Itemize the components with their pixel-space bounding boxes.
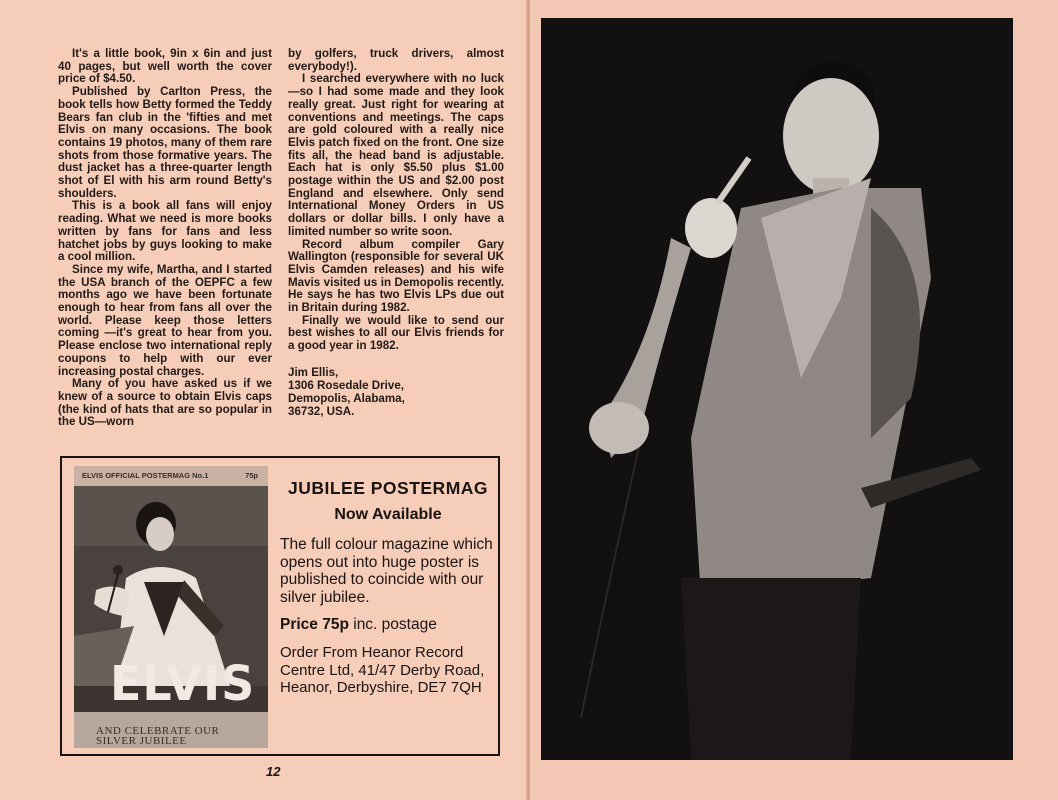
cover-caption-line: AND CELEBRATE OUR xyxy=(96,725,220,737)
advert-order-address: Order From Heanor Record Centre Ltd, 41/47 Derby Road, Heanor, Derbyshire, DE7 7QH xyxy=(280,644,485,696)
paragraph: I searched everywhere with no luck—so I had some made and they look really great. Just right for wearing at conventions and meetings. The caps are gold coloured with a really nice Elvis patch fixed on the front. One size fits all, the head band is adjustable. Each hat is only $5.50 plus $1.00 postage within the US and $2.00 post England and elsewhere. Only send International Money Orders in US dollars or dollar bills. I only have a limited number so write soon. xyxy=(288,72,504,238)
paragraph: Many of you have asked us if we knew of a source to obtain Elvis caps (the kind of hats that are so popular in the US—worn xyxy=(58,377,272,429)
author-signature xyxy=(288,366,504,418)
paragraph: Since my wife, Martha, and I started the USA branch of the OEPFC a few months ago we have been fortunate enough to hear from fans all over the world. Please keep those letters coming —it's great to hear from you. Please enclose two international reply coupons to help with our ever increasing postal charges. xyxy=(58,262,272,378)
advert-price-amount: Price 75p xyxy=(280,616,349,633)
advert-price-note: inc. postage xyxy=(348,616,437,633)
signature-line: Demopolis, Alabama, xyxy=(288,391,405,405)
signature-line: 36732, USA. xyxy=(288,404,355,418)
cover-elvis-logo: ELVIS xyxy=(110,654,256,712)
postermag-advert xyxy=(60,456,500,756)
paragraph: Finally we would like to send our best wishes to all our Elvis friends for a good year in 1982. xyxy=(288,313,504,353)
postermag-cover-image xyxy=(74,466,268,748)
paragraph: by golfers, truck drivers, almost everybody!). xyxy=(288,47,504,73)
signature-line: Jim Ellis, xyxy=(288,365,339,379)
advert-title: JUBILEE POSTERMAG xyxy=(287,478,489,498)
advert-text xyxy=(280,478,496,697)
paragraph: It's a little book, 9in x 6in and just 40 pages, but well worth the cover price of $4.50. xyxy=(58,47,272,86)
cover-header xyxy=(74,466,268,486)
signature-line: 1306 Rosedale Drive, xyxy=(288,378,405,392)
cover-caption-line: SILVER JUBILEE xyxy=(96,735,187,747)
cover-header-title: ELVIS OFFICIAL POSTERMAG No.1 xyxy=(82,471,209,480)
advert-price xyxy=(280,616,496,634)
paragraph: Published by Carlton Press, the book tells how Betty formed the Teddy Bears fan club in the 'fifties and met Elvis on many occasions. The book contains 19 photos, many of them rare shots from those formative years. The dust jacket has a three-quarter length shot of El with his arm round Betty's shoulders. xyxy=(58,85,272,200)
elvis-performing-photo xyxy=(541,18,1013,760)
advert-subtitle: Now Available xyxy=(334,506,442,523)
page-number: 12 xyxy=(266,764,281,779)
article-column-2 xyxy=(288,48,504,418)
cover-header-price: 75p xyxy=(245,471,258,480)
article-column-1 xyxy=(58,48,272,429)
advert-description: The full colour magazine which opens out into huge poster is published to coincide with our silver jubilee. xyxy=(280,536,493,606)
paragraph: Record album compiler Gary Wallington (responsible for several UK Elvis Camden releases) and his wife Mavis visited us in Demopolis recently. He says he has two Elvis LPs due out in Britain during 1982. xyxy=(288,237,504,315)
paragraph: This is a book all fans will enjoy reading. What we need is more books written by fans for fans and less hatchet jobs by guys looking to make a cool million. xyxy=(58,199,272,264)
cover-caption xyxy=(96,726,219,746)
